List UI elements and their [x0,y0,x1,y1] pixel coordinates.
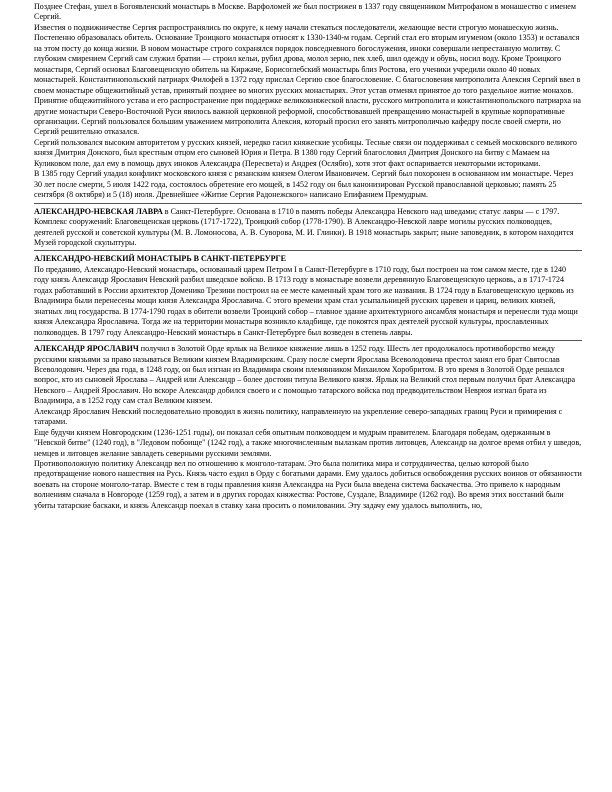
paragraph [34,344,582,407]
paragraph: Известия о подвижничестве Сергия распространялись по округе, к нему начали стекаться последователи, желающие вести строгую монашескую жизнь. Постепенно образовалась обитель. Основание Троицкого монастыря относят к 1330-1340-м годам. Сергий стал его вторым игуменом (около 1353) и оставался на этом посту до конца жизни. В новом монастыре строго сохранялся порядок повседневного богослужения, иноки совершали непрестанную молитву. С глубоким смирением Сергий сам служил братии — строил кельи, рубил дрова, молол зерно, пек хлеб, шил одежду и обувь, носил воду. Кроме Троицкого монастыря, Сергий основал Благовещенскую обитель на Киржаче, Борисоглебский монастырь близ Ростова, его ученики учредили около 40 новых монастырей. Константинопольский патриарх Филофей в 1372 году прислал Сергию свое благословение. С благословения митрополита Алексия Сергий ввел в своем монастыре общежитийный устав, принятый позднее во многих русских монастырях. Этот устав отменял принятое до того раздельное житие монахов. Принятие общежитийного устава и его распространение при поддержке великокняжеской власти, русского митрополита и константинопольского патриарха на другие монастыри Северо-Восточной Руси явилось важной церковной реформой, способствовавшей превращению монастырей в крупные корпоративные организации. Сергий пользовался большим уважением митрополита Алексия, который просил его занять митрополичью кафедру после своей смерти, но Сергий решительно отказался. [34,22,582,137]
entry-heading: АЛЕКСАНДРО-НЕВСКАЯ ЛАВРА [34,206,163,216]
section-divider [34,250,582,251]
entry-text: получил в Золотой Орде ярлык на Великое княжение лишь в 1252 году. Шесть лет продолжалось противоборство между русскими князьями за право называться Великим князем Владимирским. Сразу после смерти Ярослава Всеволодовича престол занял его брат Святослав Всеволодович. Через два года, в 1248 году, он был изгнан из Владимира своим племянником Михаилом Хоробритом. В это время в Золотой Орде решался вопрос, кто из сыновей Ярослава – Андрей или Александр – более достоин титула Великого князя. Ярлык на Великий стол первым получил брат Александра Невского – Андрей Ярославич. Но вскоре Александр добился своего и с помощью татарского войска под предводительством Неврюя изгнал брата из Владимира, а в 1252 году сам стал Великим князем. [34,344,576,406]
monastery-section [34,254,582,338]
entry-text: в Санкт-Петербурге. Основана в 1710 в память победы Александра Невского над шведами; статус лавры — с 1797. Комплекс сооружений: Благовещенская церковь (1717-1722), Троицкий собор (1778-1790). В Александро-Невской лавре могилы русских полководцев, деятелей русской и советской культуры (М. В. Ломоносова, А. В. Суворова, М. И. Глинки). В 1918 монастырь закрыт; ныне заповедник, в котором находится Музей городской скульптуры. [34,206,574,247]
paragraph: Александр Ярославич Невский последовательно проводил в жизнь политику, направленную на укрепление северо-западных границ Руси и примирения с татарами. [34,406,563,427]
alexander-section [34,344,582,511]
paragraph: Сергий пользовался высоким авторитетом у русских князей, нередко гасил княжеские усобицы. Тесные связи он поддерживал с семьей московского великого князя Дмитрия Донского, был крестным отцом его сыновей Юрия и Петра. В 1380 году Сергий благословил Дмитрия Донского на битву с Мамаем на Куликовом поле, дал ему в помощь двух иноков Александра (Пересвета) и Андрея (Ослябю), хотя этот факт оспаривается некоторыми историками. [34,137,577,168]
sergius-section [34,2,582,201]
lavra-section [34,207,582,249]
paragraph [34,207,582,249]
section-divider [34,203,582,204]
paragraph: Еще будучи князем Новгородским (1236-1251 годы), он показал себя опытным полководцем и мудрым правителем. Благодаря победам, одержанным в "Невской битве" (1240 год), в "Ледовом побоище" (1242 год), а также многочисленным вылазкам против литовцев, Александр на долгое время отбил у шведов, немцев и литовцев желание завладеть северными русскими землями. [34,427,582,458]
paragraph: Позднее Стефан, ушел в Богоявленский монастырь в Москве. Варфоломей же был пострижен в 1337 году священником Митрофаном в монашество с именем Сергий. [34,2,576,22]
entry-heading: АЛЕКСАНДР ЯРОСЛАВИЧ [34,344,139,354]
section-divider [34,340,582,341]
paragraph: По преданию, Александро-Невский монастырь, основанный царем Петром I в Санкт-Петербурге в 1710 году, был построен на том самом месте, где в 1240 году князь Александр Ярославич Невский разбил шведское войско. В 1713 году в монастыре возвели деревянную Благовещенскую церковь, а в 1717-1724 годах работавший в России архитектор Доменико Трезини построил на ее месте каменный храм того же названия. В 1724 году в Благовещенскую церковь из Владимира были перенесены мощи князя Александра Ярославича. С этого времени храм стал усыпальницей русских царевен и цариц, великих князей, знатных лиц государства. В 1774-1790 годах в обители возвели Троицкий собор – главное здание архитектурного ансамбля монастыря и перенесли туда мощи князя Александра Ярославича. Тогда же на территории монастыря возникло кладбище, где покоятся прах деятелей русской культуры, прославленных полководцев. В 1797 году Александро-Невский монастырь в Санкт-Петербурге был возведен в степень лавры. [34,264,578,337]
paragraph: Противоположную политику Александр вел по отношению к монголо-татарам. Это была политика мира и сотрудничества, целью которой было предотвращение нового нашествия на Русь. Князь часто ездил в Орду с богатыми дарами. Ему удалось добиться освобождения русских воинов от обязанности воевать на стороне монголо-татар. Вместе с тем в годы правления князя Александра на Руси была введена система баскачества. Это привело к народным волнениям сначала в Новгороде (1259 год), а затем и в других городах княжества: Ростове, Суздале, Владимире (1262 год). Во время этих восстаний были убиты татарские баскаки, и князь Александр поехал в ставку хана просить о помиловании. Эту задачу ему удалось выполнить, но, [34,459,582,510]
paragraph: В 1385 году Сергий уладил конфликт московского князя с рязанским князем Олегом Ивановичем. Сергий был похоронен в основанном им монастыре. Через 30 лет после смерти, 5 июля 1422 года, состоялось обретение его мощей, в 1452 году он был канонизирован Русской православной церковью; память 25 сентября (8 октября) и 5 (18) июля. Древнейшее «Житие Сергия Радонежского» написано Епифанием Премудрым. [34,169,574,200]
section-title: АЛЕКСАНДРО-НЕВСКИЙ МОНАСТЫРЬ В САНКТ-ПЕТЕРБУРГЕ [34,254,287,264]
document-page [34,2,582,511]
